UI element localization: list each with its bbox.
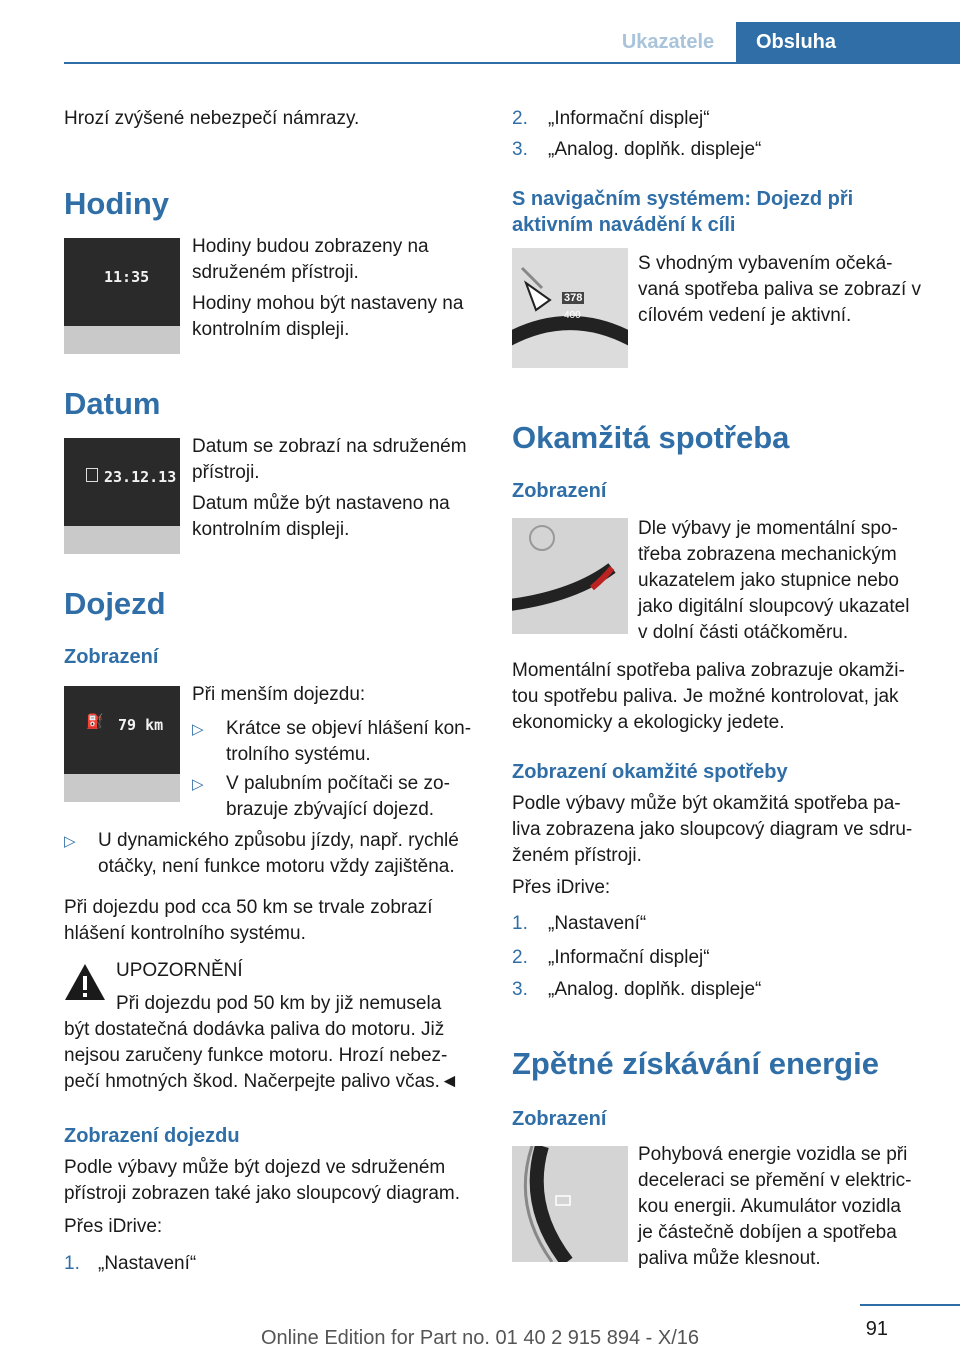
tab-ukazatele[interactable]: Ukazatele [621,31,715,53]
list-number: 1. [64,1253,80,1274]
ze-text: kou energii. Akumulátor vozidla [638,1196,901,1217]
list-number: 1. [512,913,528,934]
datum-text: kontrolním displeji. [192,519,350,540]
calendar-icon [86,468,98,482]
zos-text: Přes iDrive: [512,877,611,898]
datum-text: Datum může být nastaveno na [192,493,450,514]
warning-text: nejsou zaručeny funkce motoru. Hrozí nebez- [64,1045,448,1066]
zobrazeni-dojezdu-heading: Zobrazení dojezdu [64,1125,240,1147]
list-item-text: otáčky, není funkce motoru vždy zajištěna. [98,856,455,877]
list-item [512,945,812,971]
datum-text: přístroji. [192,462,260,483]
navigation-gauge-image [512,248,628,368]
warning-text: Při dojezdu pod 50 km by již nemusela [116,993,442,1014]
date-display-image [64,438,180,554]
header-rule [64,62,960,64]
zos-heading: Zobrazení okamžité spotřeby [512,761,788,783]
list-item-text: trolního systému. [226,744,371,765]
os-text: v dolní části otáčkoměru. [638,622,849,643]
os-text: jako digitální sloupcový ukazatel [638,596,910,617]
ze-text: Pohybová energie vozidla se při [638,1144,908,1165]
zos-text: ženém přístroji. [512,845,642,866]
zobrazeni-dojezdu-text: přístroji zobrazen také jako sloupcový diagram. [64,1183,461,1204]
okamzita-spotreba-heading: Okamžitá spotřeba [512,420,790,455]
okamzita-spotreba-subheading: Zobrazení [512,480,607,502]
zos-text: liva zobrazena jako sloupcový diagram ve sdru- [512,819,913,840]
list-item-text: „Analog. doplňk. displeje“ [548,979,762,1000]
list-number: 3. [512,979,528,1000]
ze-text: je částečně dobíjen a spotřeba [638,1222,897,1243]
list-item [512,977,812,1003]
nav-heading: aktivním navádění k cíli [512,214,736,236]
warning-title: UPOZORNĚNÍ [116,960,243,981]
hodiny-text: sdruženém přístroji. [192,262,359,283]
list-item-text: Krátce se objeví hlášení kon- [226,718,472,739]
triangle-bullet-icon: ▷ [192,721,204,738]
os-text: Dle výbavy je momentální spo- [638,518,898,539]
consumption-gauge-image [512,518,628,634]
zpetne-ziskavani-heading: Zpětné získávání energie [512,1046,879,1081]
nav-text: cílovém vedení je aktivní. [638,305,852,326]
nav-text: S vhodným vybavením očeká- [638,253,893,274]
os-text: ekonomicky a ekologicky jedete. [512,712,785,733]
list-item-text: „Informační displej“ [548,108,710,129]
clock-display-image [64,238,180,354]
hodiny-text: Hodiny mohou být nastaveny na [192,293,464,314]
list-item-text: „Nastavení“ [98,1253,197,1274]
gauge-range-value: 378 [564,292,583,304]
warning-icon [64,962,106,1002]
hodiny-text: Hodiny budou zobrazeny na [192,236,429,257]
os-text: ukazatelem jako stupnice nebo [638,570,899,591]
os-text: tou spotřebu paliva. Je možné kontrolovat, jak [512,686,899,707]
list-item [192,771,482,823]
ze-text: paliva může klesnout. [638,1248,821,1269]
zos-text: Podle výbavy může být okamžitá spotřeba pa- [512,793,901,814]
list-item-text: „Analog. doplňk. displeje“ [548,139,762,160]
zpetne-ziskavani-subheading: Zobrazení [512,1108,607,1130]
ze-text: deceleraci se přemění v elektric- [638,1170,912,1191]
footer-rule [860,1304,960,1306]
os-text: třeba zobrazena mechanickým [638,544,897,565]
page-number: 91 [865,1318,888,1340]
energy-recovery-gauge-image [512,1146,628,1262]
range-display-image [64,686,180,802]
fuel-pump-icon: ⛽ [86,714,104,730]
dojezd-heading: Dojezd [64,586,166,621]
nav-text: vaná spotřeba paliva se zobrazí v [638,279,922,300]
list-item-text: „Informační displej“ [548,947,710,968]
gauge-distance-value: 400 [564,310,581,321]
list-item [512,106,812,132]
zobrazeni-dojezdu-text: Přes iDrive: [64,1216,163,1237]
list-item-text: „Nastavení“ [548,913,647,934]
list-number: 2. [512,947,528,968]
dojezd-lead: Při menším dojezdu: [192,684,366,705]
clock-time: 11:35 [104,268,150,286]
datum-text: Datum se zobrazí na sdruženém [192,436,467,457]
list-item-text: V palubním počítači se zo- [226,773,450,794]
list-item-text: brazuje zbývající dojezd. [226,799,435,820]
list-item [64,1251,364,1277]
os-text: Momentální spotřeba paliva zobrazuje okamži- [512,660,905,681]
list-number: 3. [512,139,528,160]
tab-obsluha[interactable]: Obsluha [736,22,960,62]
hodiny-heading: Hodiny [64,186,170,221]
zobrazeni-dojezdu-text: Podle výbavy může být dojezd ve sdruženém [64,1157,446,1178]
triangle-bullet-icon: ▷ [64,833,76,850]
list-item [64,828,484,880]
list-item [192,716,482,768]
intro-text: Hrozí zvýšené nebezpečí námrazy. [64,108,360,129]
list-number: 2. [512,108,528,129]
warning-text: být dostatečná dodávka paliva do motoru. Již [64,1019,445,1040]
datum-heading: Datum [64,386,161,421]
warning-text: pečí hmotných škod. Načerpejte palivo včas.◄ [64,1071,459,1092]
date-value: 23.12.13 [104,468,177,486]
dojezd-subheading: Zobrazení [64,646,159,668]
nav-heading: S navigačním systémem: Dojezd při [512,188,854,210]
list-item [512,911,812,937]
dojezd-text: hlášení kontrolního systému. [64,923,306,944]
footer-edition-text: Online Edition for Part no. 01 40 2 915 894 - X/16 [260,1327,700,1349]
list-item [512,137,812,163]
hodiny-text: kontrolním displeji. [192,319,350,340]
list-item-text: U dynamického způsobu jízdy, např. rychlé [98,830,459,851]
dojezd-text: Při dojezdu pod cca 50 km se trvale zobrazí [64,897,433,918]
range-value: 79 km [118,716,164,734]
triangle-bullet-icon: ▷ [192,776,204,793]
